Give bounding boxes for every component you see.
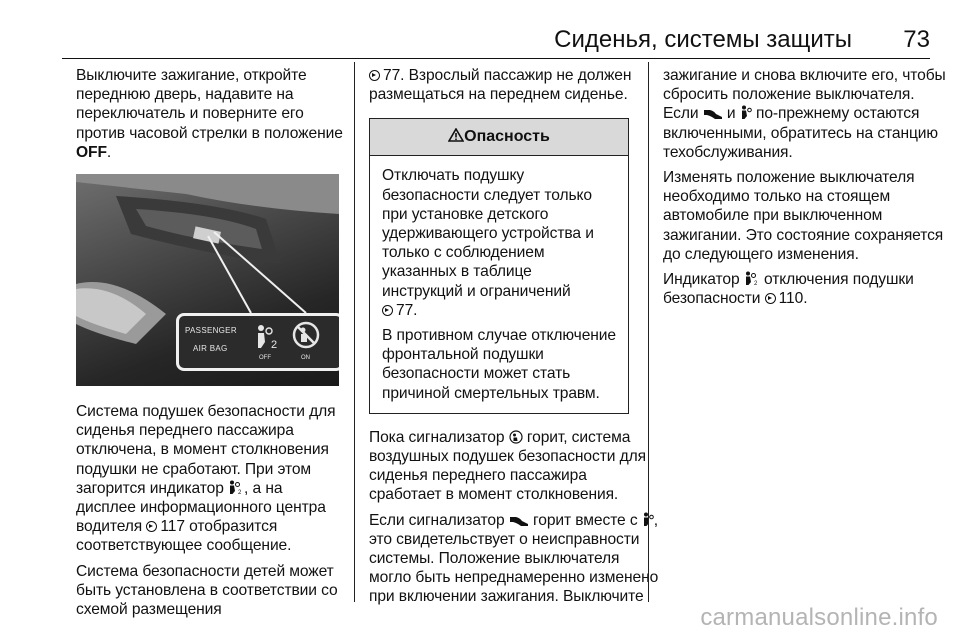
page-title: Сиденья, системы защиты bbox=[554, 26, 852, 53]
warning-title: Опасность bbox=[464, 128, 550, 146]
paragraph: Если сигнализатор горит вместе с , это свидетельствует о неисправности системы. Положение выключателя могло быть непреднамеренно изменено при включении зажигания. Выключите bbox=[369, 511, 659, 606]
airbag-switch-photo bbox=[76, 174, 339, 386]
paragraph: Индикатор 2 отключения подушки безопасности 110. bbox=[663, 271, 914, 308]
page-header bbox=[0, 0, 960, 62]
paragraph: Система безопасности детей может быть установлена в соответствии со схемой размещения bbox=[76, 562, 338, 619]
airbag-off-indicator-icon bbox=[253, 324, 281, 350]
off-position-label: OFF bbox=[76, 143, 107, 161]
paragraph: Выключите зажигание, откройте переднюю дверь, надавите на переключатель и поверните его против часовой стрелки в положение OFF. bbox=[76, 67, 343, 161]
page-reference-icon bbox=[146, 521, 157, 532]
page-reference-icon bbox=[382, 305, 393, 316]
page-reference-icon bbox=[765, 293, 776, 304]
passenger-label: PASSENGER bbox=[185, 326, 237, 336]
column-2 bbox=[354, 62, 663, 606]
paragraph: зажигание и снова включите его, чтобы сбросить положение выключателя. Если и по-прежнему остаются включенными, обратитесь на станцию техобслуживания. bbox=[663, 67, 946, 161]
svg-text:2: 2 bbox=[238, 489, 242, 495]
column-1 bbox=[76, 62, 344, 619]
on-label: ON bbox=[301, 355, 310, 362]
airbag-off-indicator-icon bbox=[228, 480, 244, 495]
paragraph: Изменять положение выключателя необходимо только на стоящем автомобиле при выключенном зажигании. Это состояние сохраняется до следующего изменения. bbox=[663, 169, 944, 263]
svg-text:2: 2 bbox=[753, 281, 758, 287]
page-reference-icon bbox=[369, 70, 380, 81]
airbag-off-indicator-icon bbox=[740, 105, 752, 120]
paragraph: 77. Взрослый пассажир не должен размещаться на переднем сиденье. bbox=[369, 67, 632, 104]
airbag-warning-icon bbox=[509, 515, 529, 527]
paragraph: В противном случае отключение фронтальной подушки безопасности может стать причиной смертельных травм. bbox=[382, 327, 616, 402]
page-number: 73 bbox=[903, 26, 930, 53]
danger-warning-box bbox=[369, 118, 629, 413]
paragraph: Пока сигнализатор горит, система воздушных подушек безопасности для сиденья переднего пассажира сработает в момент столкновения. bbox=[369, 428, 646, 504]
watermark: carmanualsonline.info bbox=[700, 604, 938, 631]
warning-header bbox=[370, 119, 628, 156]
airbag-switch-panel bbox=[176, 313, 339, 371]
page-reference[interactable]: 110 bbox=[778, 290, 804, 308]
svg-text:2: 2 bbox=[271, 339, 278, 351]
airbag-warning-icon bbox=[703, 108, 723, 120]
page-reference[interactable]: 77 bbox=[396, 301, 414, 319]
warning-triangle-icon bbox=[448, 128, 464, 142]
airbag-on-indicator-icon bbox=[509, 430, 523, 444]
airbag-label: AIR BAG bbox=[193, 344, 228, 354]
off-label: OFF bbox=[259, 355, 271, 362]
airbag-prohibited-icon bbox=[291, 320, 321, 350]
page-reference[interactable]: 77 bbox=[383, 67, 401, 84]
header-rule bbox=[62, 58, 930, 59]
paragraph: Отключать подушку безопасности следует только при установке детского удерживающего устройства и только с соблюдением указанных в таблице инструкций и ограничений 77. bbox=[382, 167, 594, 319]
warning-body bbox=[370, 156, 628, 412]
column-3 bbox=[648, 62, 951, 602]
page-reference[interactable]: 117 bbox=[160, 518, 185, 536]
airbag-off-indicator-icon bbox=[744, 271, 760, 286]
paragraph: Система подушек безопасности для сиденья переднего пассажира отключена, в момент столкновения подушки не сработают. При этом загорится индикатор 2 , а на дисплее информационного центра водителя 117 отобразится соответствующее сообщение. bbox=[76, 403, 336, 555]
